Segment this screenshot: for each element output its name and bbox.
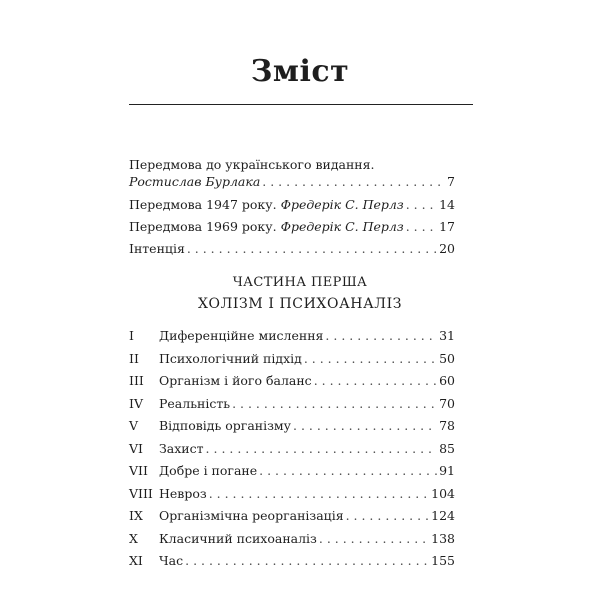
- toc-entry-chapter[interactable]: [129, 462, 455, 480]
- chapter-number: IV: [129, 395, 143, 411]
- chapter-title: Добре і погане: [159, 463, 258, 478]
- toc-entry-chapter[interactable]: [129, 372, 455, 390]
- entry-title: Передмова 1947 року.: [129, 197, 277, 212]
- leader-dots: [293, 417, 437, 435]
- entry-page-number: 138: [431, 530, 455, 546]
- chapter-number: IX: [129, 508, 143, 523]
- entry-page-number: 155: [431, 553, 455, 568]
- chapter-title: Організм і його баланс: [159, 373, 312, 388]
- toc-entry-chapter[interactable]: [129, 417, 455, 435]
- entry-author: Ростислав Бурлака: [129, 174, 261, 189]
- chapter-number: XI: [129, 553, 143, 568]
- entry-author: Фредерік С. Перлз: [280, 197, 404, 212]
- entry-page-number: 31: [439, 328, 455, 343]
- chapter-number: I: [129, 328, 134, 343]
- chapter-title: Реальність: [159, 395, 231, 411]
- toc-entry-chapter[interactable]: [129, 350, 455, 368]
- toc-entry-chapter[interactable]: [129, 485, 455, 503]
- chapter-title: Час: [159, 553, 184, 568]
- entry-page-number: 50: [439, 350, 455, 366]
- chapter-title: Організмічна реорганізація: [159, 508, 344, 523]
- entry-author: Фредерік С. Перлз: [280, 219, 404, 234]
- entry-page-number: 7: [447, 174, 455, 189]
- entry-page-number: 17: [439, 219, 455, 234]
- toc-entry-chapter[interactable]: [129, 552, 455, 570]
- entry-page-number: 124: [431, 508, 455, 523]
- entry-page-number: 91: [439, 463, 455, 478]
- toc-entry-preface-1947[interactable]: [129, 196, 455, 214]
- leader-dots: [319, 530, 429, 548]
- leader-dots: [346, 507, 430, 525]
- title-rule: [129, 104, 473, 105]
- entry-page-number: 60: [439, 373, 455, 388]
- leader-dots: [406, 218, 437, 236]
- toc-entry-chapter[interactable]: [129, 327, 455, 345]
- chapter-number: X: [129, 530, 138, 546]
- toc-entry-preface-ukrainian[interactable]: [129, 173, 455, 191]
- leader-dots: [185, 552, 429, 570]
- toc-entry-chapter[interactable]: [129, 507, 455, 525]
- leader-dots: [314, 372, 437, 390]
- entry-page-number: 20: [439, 241, 455, 256]
- entry-page-number: 104: [431, 485, 455, 501]
- chapter-number: VII: [129, 463, 148, 478]
- entry-title: Інтенція: [129, 241, 185, 256]
- leader-dots: [259, 462, 437, 480]
- chapter-number: VI: [129, 440, 143, 456]
- leader-dots: [187, 240, 437, 258]
- leader-dots: [325, 327, 437, 345]
- toc-entry-chapter[interactable]: [129, 440, 455, 458]
- toc-entry-preface-ukrainian-line1: Передмова до українського видання.: [129, 157, 375, 172]
- chapter-number: V: [129, 418, 139, 433]
- leader-dots: [206, 440, 438, 458]
- chapter-title: Відповідь організму: [159, 418, 292, 433]
- part-label: ЧАСТИНА ПЕРША: [232, 275, 368, 290]
- chapter-title: Класичний психоаналіз: [159, 530, 317, 546]
- chapter-title: Диференційне мислення: [159, 328, 324, 343]
- leader-dots: [406, 196, 437, 214]
- toc-entry-intention[interactable]: [129, 240, 455, 258]
- chapter-number: III: [129, 373, 144, 388]
- leader-dots: [209, 485, 429, 503]
- leader-dots: [262, 173, 445, 191]
- leader-dots: [304, 350, 437, 368]
- toc-entry-chapter[interactable]: [129, 530, 455, 548]
- chapter-number: II: [129, 350, 139, 366]
- toc-entry-preface-1969[interactable]: [129, 218, 455, 236]
- entry-title: Передмова 1969 року.: [129, 219, 277, 234]
- chapter-title: Невроз: [159, 485, 207, 501]
- entry-page-number: 14: [439, 197, 455, 212]
- leader-dots: [232, 395, 437, 413]
- toc-entry-chapter[interactable]: [129, 395, 455, 413]
- chapter-number: VIII: [129, 485, 153, 501]
- chapter-title: Психологічний підхід: [159, 350, 302, 366]
- part-title: ХОЛІЗМ І ПСИХОАНАЛІЗ: [197, 296, 403, 312]
- entry-page-number: 85: [439, 440, 455, 456]
- entry-page-number: 70: [439, 395, 455, 411]
- page-title: Зміст: [250, 54, 350, 89]
- chapter-title: Захист: [159, 440, 204, 456]
- entry-page-number: 78: [439, 418, 455, 433]
